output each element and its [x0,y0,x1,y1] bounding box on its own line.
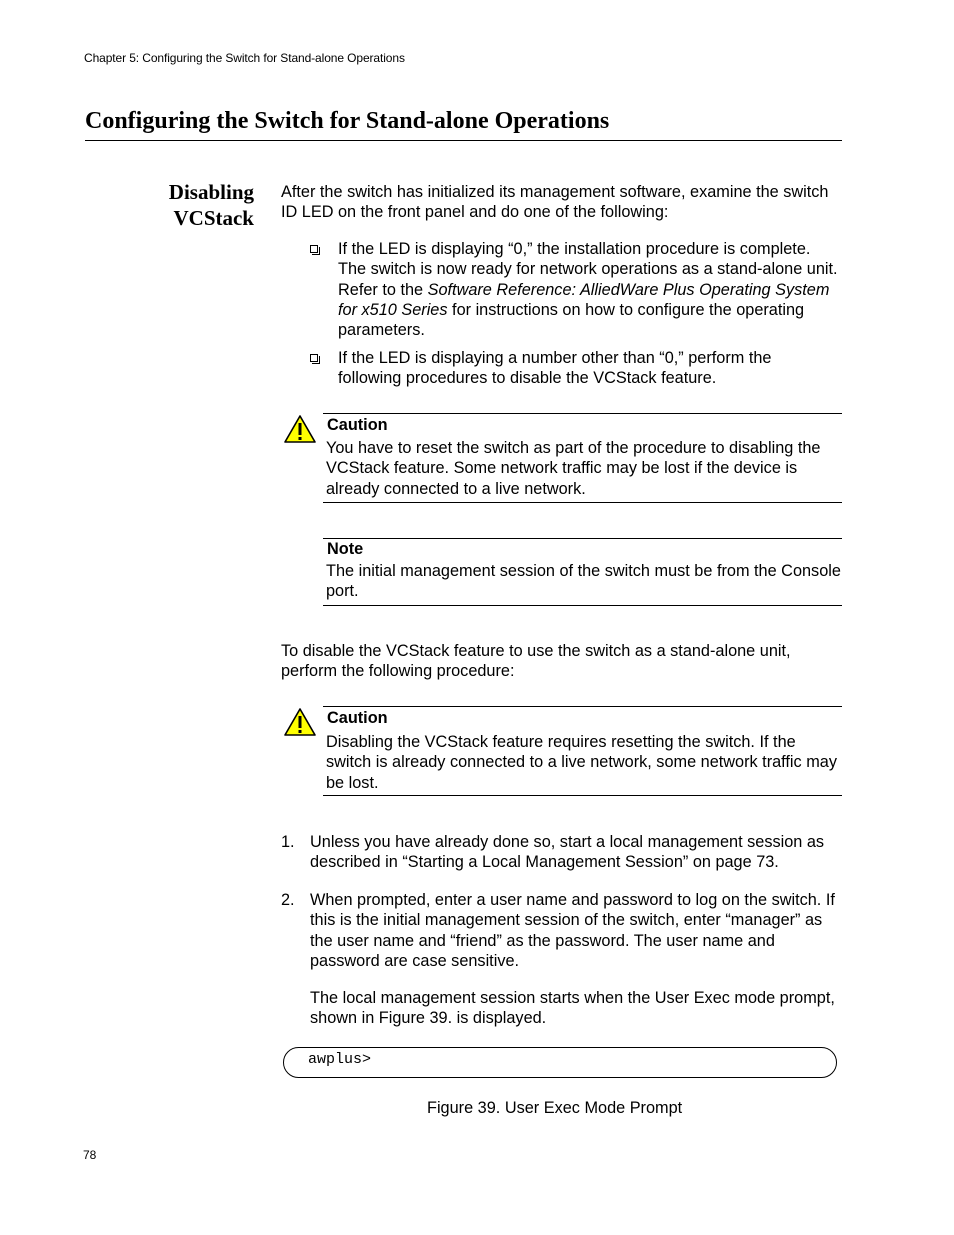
caution-1-bottom-rule [323,502,842,503]
figure-caption: Figure 39. User Exec Mode Prompt [427,1099,683,1117]
warning-triangle-icon [283,414,317,444]
caution-2-label: Caution [327,709,388,727]
bullet-item-2: If the LED is displaying a number other than “0,” perform the following procedures to disable the VCStack feature. [338,349,772,388]
code-prompt: awplus> [308,1051,372,1068]
step-1-text: Unless you have already done so, start a local management session as described in “Starting a Local Management Session” on page 73. [310,833,825,872]
warning-triangle-icon [283,707,317,737]
subheading-line-1: Disabling [168,180,254,204]
note-text: The initial management session of the switch must be from the Console port. [326,562,841,601]
note-top-rule [323,538,842,539]
caution-1-top-rule [323,413,842,414]
running-head: Chapter 5: Configuring the Switch for Stand-alone Operations [84,51,405,65]
step-2-number: 2. [281,891,295,909]
caution-2-top-rule [323,706,842,707]
note-label: Note [327,540,364,558]
caution-1-label: Caution [327,416,388,434]
caution-2-bottom-rule [323,795,842,796]
step-1-number: 1. [281,833,295,851]
bullet-1-pre: If the LED is displaying “0,” the installation procedure is complete. The switch is now ready for network operations as a stand-alone unit. Refer to the [338,240,838,299]
checkbox-bullet-icon [310,245,318,253]
checkbox-bullet-icon [310,354,318,362]
step-2-followup: The local management session starts when the User Exec mode prompt, shown in Figure 39. is displayed. [310,989,835,1028]
title-rule [85,140,842,141]
caution-1-text: You have to reset the switch as part of the procedure to disabling the VCStack feature. Some network traffic may be lost if the device is already connected to a live network. [326,439,821,498]
bullet-1-post: for instructions on how to configure the operating parameters. [338,300,805,340]
page-number: 78 [83,1148,97,1162]
caution-2-text: Disabling the VCStack feature requires resetting the switch. If the switch is already connected to a live network, some network traffic may be lost. [326,733,837,792]
intro-paragraph: After the switch has initialized its management software, examine the switch ID LED on the front panel and do one of the following: [281,183,829,222]
step-2-text: When prompted, enter a user name and password to log on the switch. If this is the initial management session of the switch, enter “manager” as the user name and “friend” as the password. The user name and password are case sensitive. [310,891,835,970]
section-title: Configuring the Switch for Stand-alone Operations [85,108,610,134]
procedure-intro: To disable the VCStack feature to use the switch as a stand-alone unit, perform the following procedure: [281,642,791,681]
bullet-item-1 [338,239,838,340]
subheading [150,179,254,231]
subheading-line-2: VCStack [173,206,254,230]
bullet-1-italic: Software Reference: AlliedWare Plus Operating System for x510 Series [338,280,830,319]
note-bottom-rule [323,605,842,606]
